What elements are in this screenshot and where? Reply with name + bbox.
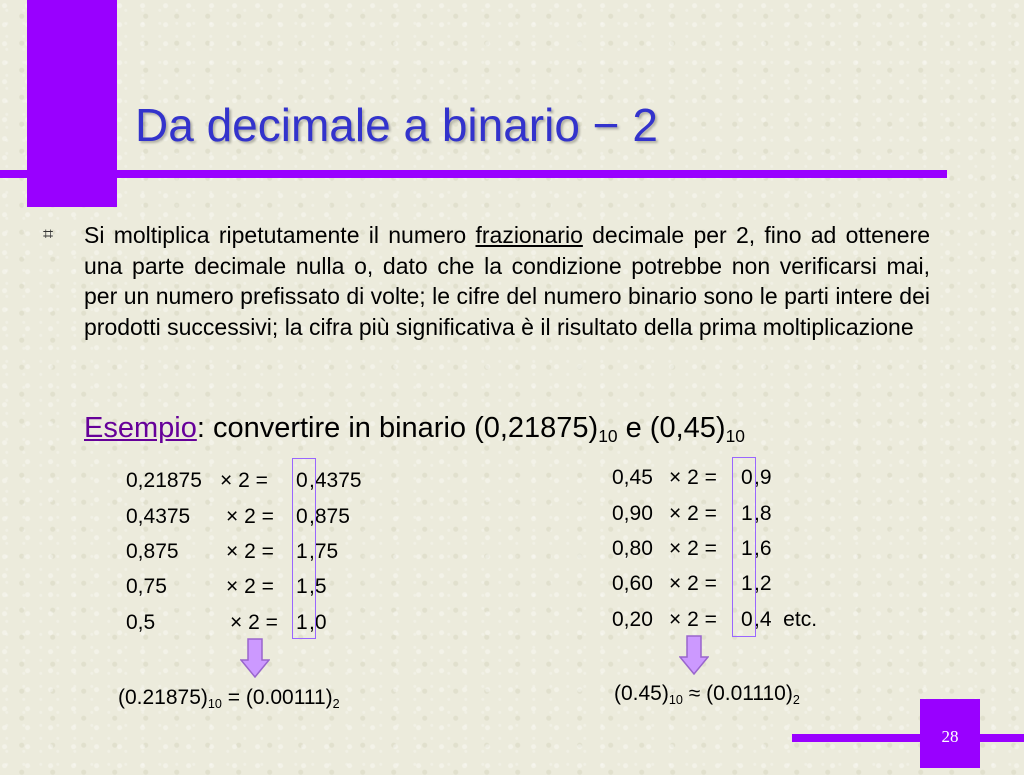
operator: × 2 =	[226, 540, 274, 563]
operand: 0,60	[612, 572, 653, 595]
bullet-text-after: decimale per 2, fino ad ottenere una parte decimale nulla o, dato che la condizione potrebbe non verificarsi mai, per un numero prefissato di volte; le cifre del numero binario sono le parti intere dei prodotti successivi; la cifra più significativa è il risultato della prima moltiplicazione	[84, 222, 930, 340]
result-rhs: (0.01110)	[706, 682, 793, 705]
integer-digit: 1	[296, 611, 308, 634]
operator: × 2 =	[669, 572, 717, 595]
slide-title: Da decimale a binario − 2	[135, 99, 658, 151]
operator: × 2 =	[669, 466, 717, 489]
integer-digit: 1	[741, 572, 753, 595]
integer-digit: 0	[741, 466, 753, 489]
operand: 0,21875	[126, 469, 202, 492]
down-arrow-icon	[679, 635, 709, 675]
integer-digit: 0	[296, 505, 308, 528]
right-calc-line-5	[612, 608, 818, 632]
operator: × 2 =	[226, 575, 274, 598]
right-calc-line-2	[612, 502, 772, 526]
integer-digit: 1	[741, 502, 753, 525]
result-lhs-sub: 10	[207, 696, 222, 711]
bullet-text-before: Si moltiplica ripetutamente il numero	[84, 222, 476, 248]
example-text: : convertire in binario (0,21875)	[196, 412, 599, 444]
integer-digit: 1	[296, 540, 308, 563]
result-lhs: (0.45)	[614, 682, 669, 705]
fraction: ,9	[754, 466, 772, 489]
operand: 0,45	[612, 466, 653, 489]
operator: × 2 =	[669, 608, 717, 631]
example-sub2: 10	[725, 426, 745, 447]
operator: × 2 =	[226, 505, 274, 528]
operator: × 2 =	[669, 502, 717, 525]
left-calc-line-1	[126, 469, 362, 493]
integer-digits-highlight	[732, 457, 756, 637]
operand: 0,4375	[126, 505, 191, 528]
down-arrow-icon	[240, 638, 270, 678]
right-result	[614, 682, 800, 706]
bullet-paragraph	[84, 220, 930, 342]
operator: × 2 =	[669, 537, 717, 560]
result-lhs: (0.21875)	[118, 686, 208, 709]
fraction: ,4 etc.	[754, 608, 818, 631]
operand: 0,75	[126, 575, 167, 598]
integer-digit: 0	[296, 469, 308, 492]
fraction: ,875	[309, 505, 350, 528]
right-calc-line-1	[612, 466, 772, 490]
operand: 0,80	[612, 537, 653, 560]
left-calc-line-3	[126, 540, 339, 564]
fraction: ,0	[309, 611, 327, 634]
operand: 0,20	[612, 608, 653, 631]
fraction: ,5	[309, 575, 327, 598]
example-label: Esempio	[84, 412, 197, 444]
result-rhs-sub: 2	[792, 692, 800, 707]
integer-digit: 0	[741, 608, 753, 631]
left-result	[118, 686, 340, 710]
fraction: ,75	[309, 540, 339, 563]
hash-bullet-icon: ⌗	[43, 224, 54, 244]
operand: 0,90	[612, 502, 653, 525]
integer-digit: 1	[741, 537, 753, 560]
integer-digit: 1	[296, 575, 308, 598]
left-calc-line-4	[126, 575, 327, 599]
fraction: ,2	[754, 572, 772, 595]
result-rhs-sub: 2	[332, 696, 340, 711]
integer-digits-highlight	[292, 458, 316, 639]
fraction: ,6	[754, 537, 772, 560]
bullet-emphasis: frazionario	[475, 222, 583, 248]
fraction: ,8	[754, 502, 772, 525]
example-mid: e (0,45)	[617, 412, 726, 444]
right-calc-line-4	[612, 572, 772, 596]
result-rhs: (0.00111)	[245, 686, 333, 709]
page-number-box	[920, 699, 980, 768]
example-sub1: 10	[598, 426, 618, 447]
operator: × 2 =	[220, 469, 268, 492]
title-underline-bar	[0, 170, 947, 178]
example-line	[84, 412, 745, 445]
result-rel: ≈	[682, 682, 707, 705]
left-calc-line-2	[126, 505, 350, 529]
left-calc-line-5	[126, 611, 327, 635]
footer-bar	[792, 734, 1024, 742]
result-lhs-sub: 10	[668, 692, 683, 707]
page-number: 28	[941, 727, 959, 746]
fraction: ,4375	[309, 469, 362, 492]
result-rel: =	[221, 686, 246, 709]
operator: × 2 =	[230, 611, 278, 634]
operand: 0,5	[126, 611, 156, 634]
operand: 0,875	[126, 540, 179, 563]
right-calc-line-3	[612, 537, 772, 561]
